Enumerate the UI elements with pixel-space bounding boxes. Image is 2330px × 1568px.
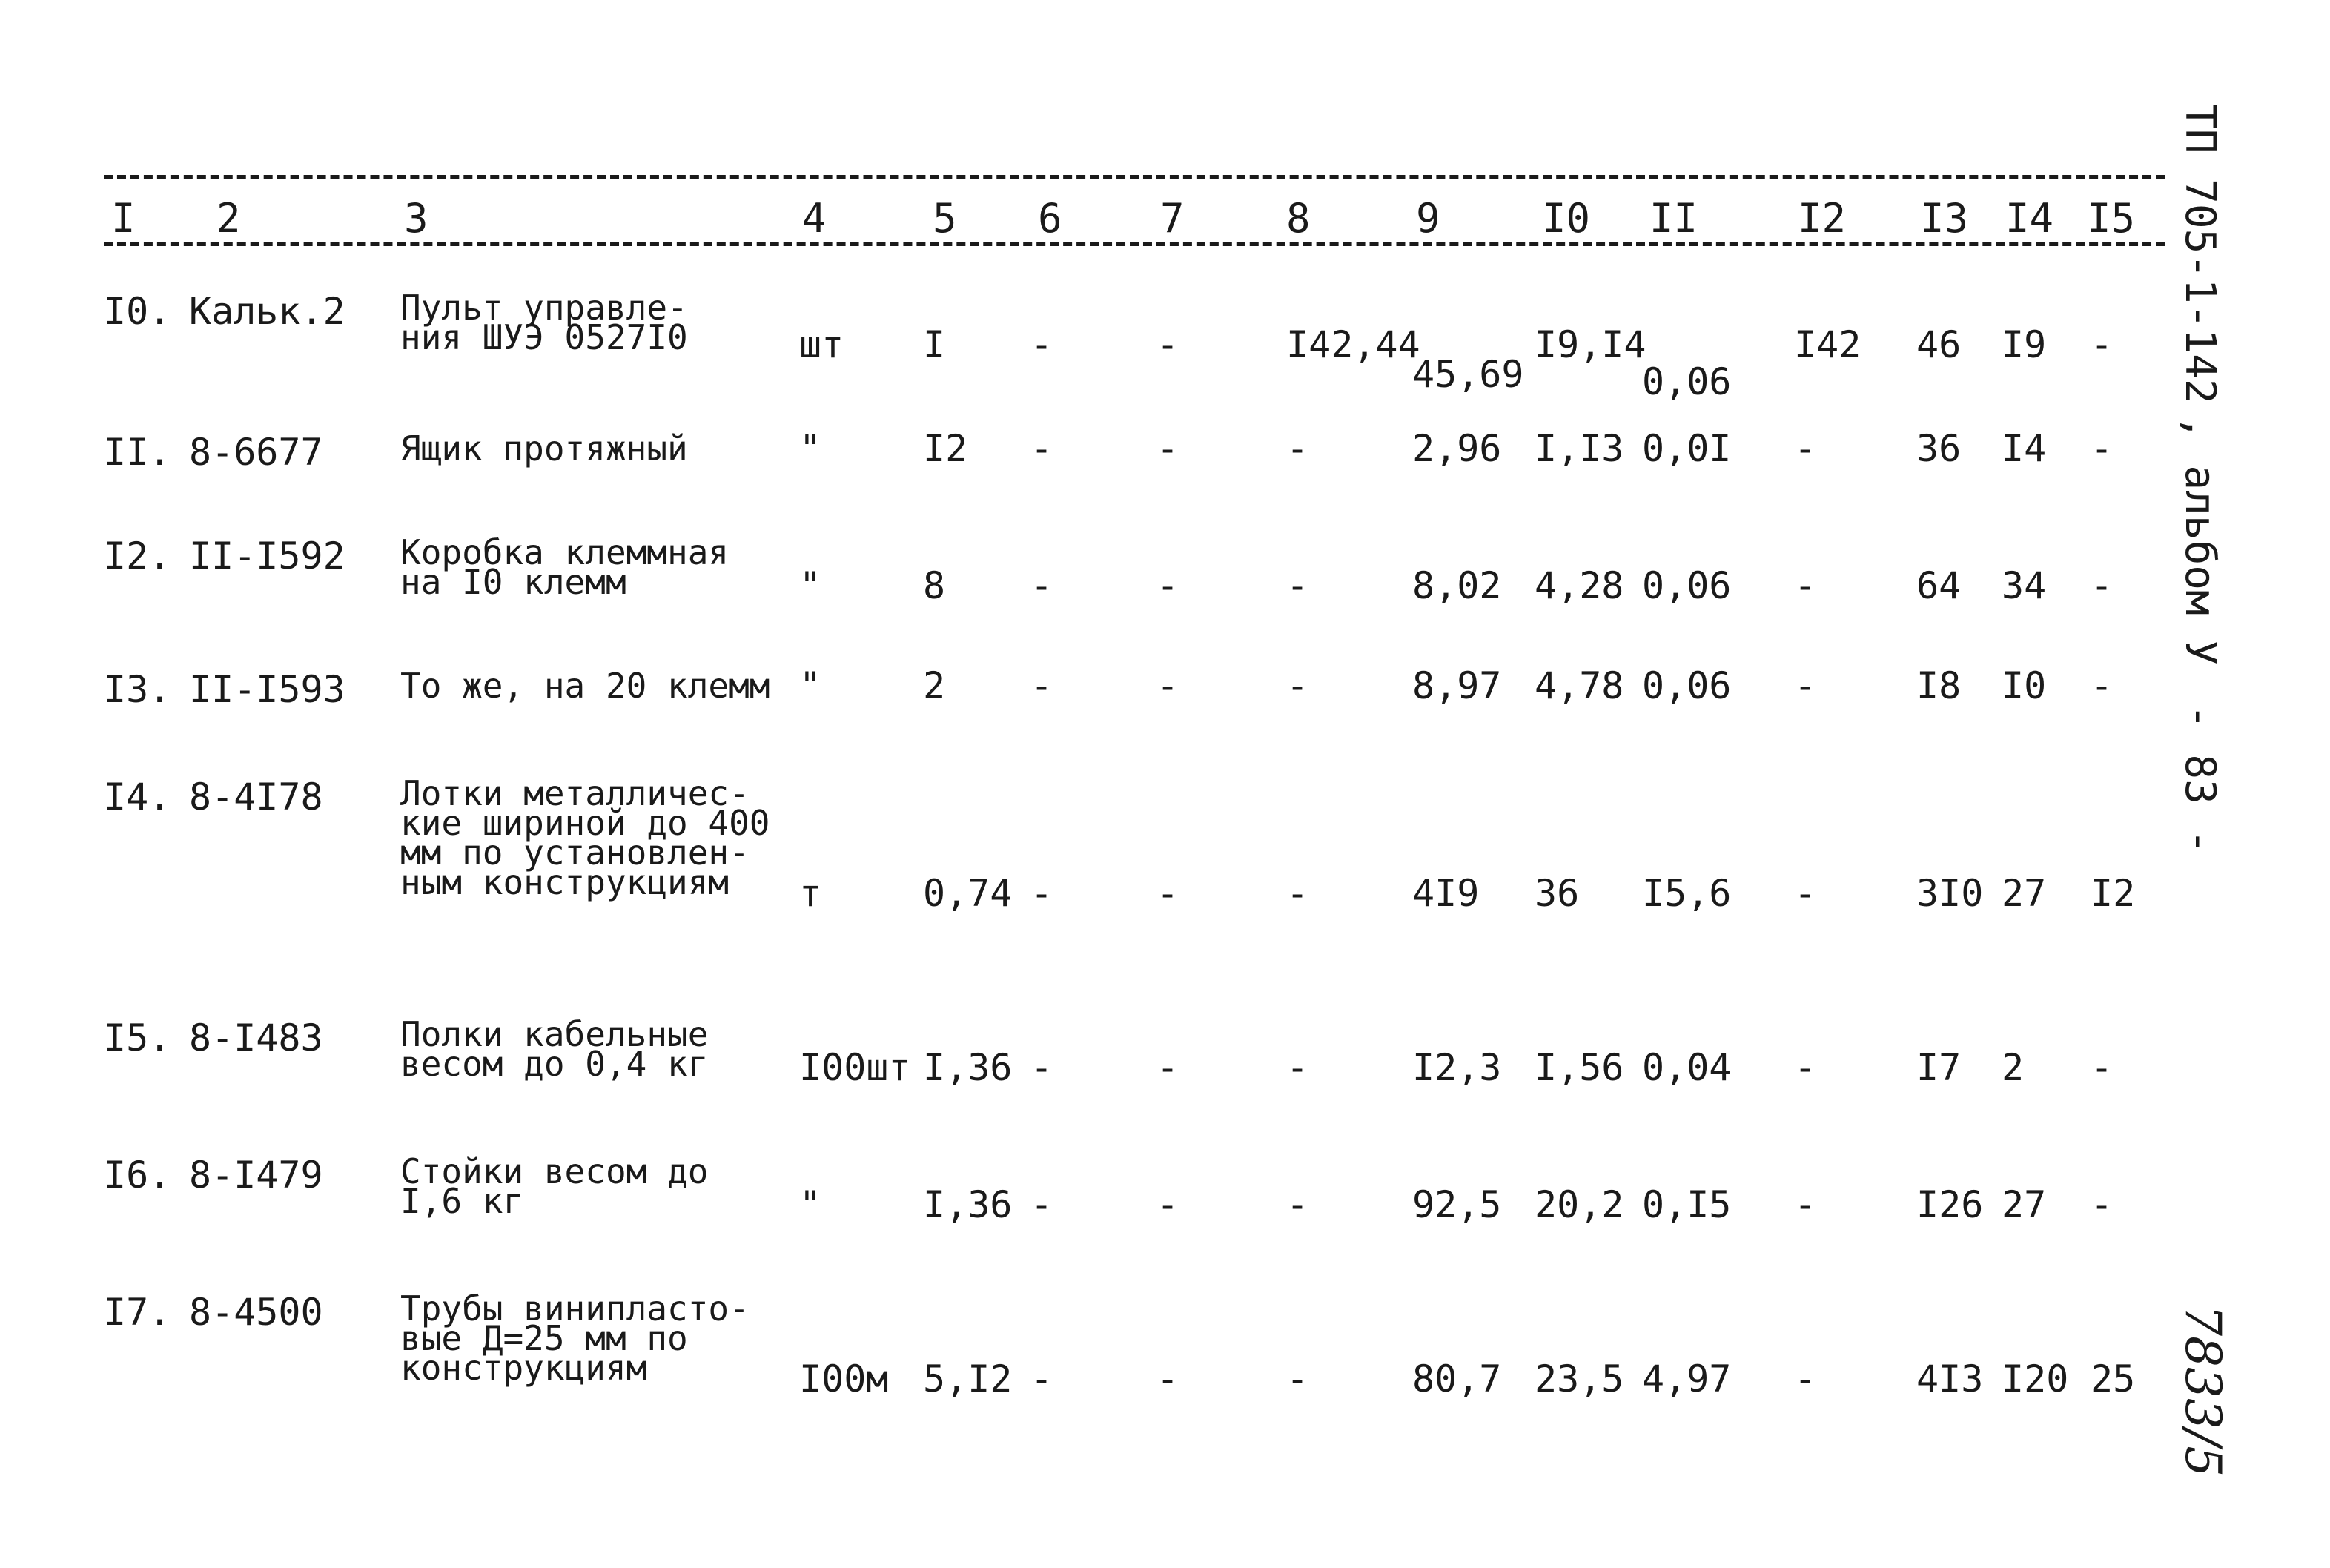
row-code: 8-6677 bbox=[189, 431, 323, 474]
row-value-qty: I,36 bbox=[923, 1046, 1013, 1089]
row-code: Кальк.2 bbox=[189, 290, 345, 333]
handwritten-number: 7833/5 bbox=[2174, 1305, 2231, 1478]
column-header: 7 bbox=[1160, 195, 1185, 242]
row-value-c10: 36 bbox=[1535, 872, 1580, 915]
row-value-c12: - bbox=[1794, 427, 1817, 470]
row-value-c14: 27 bbox=[2002, 1183, 2047, 1226]
column-header: II bbox=[1649, 195, 1698, 242]
row-value-c8: - bbox=[1286, 872, 1309, 915]
row-code: 8-4500 bbox=[189, 1291, 323, 1334]
row-value-c11: 0,04 bbox=[1642, 1046, 1732, 1089]
row-value-c13: 46 bbox=[1916, 323, 1962, 366]
row-value-c15: - bbox=[2091, 564, 2114, 607]
row-value-c11: 0,06 bbox=[1642, 360, 1732, 403]
row-value-c12: - bbox=[1794, 564, 1817, 607]
row-name: Пульт управле- ния ШУЭ 0527I0 bbox=[400, 288, 688, 357]
row-value-qty: I,36 bbox=[923, 1183, 1013, 1226]
row-value-c14: 27 bbox=[2002, 872, 2047, 915]
row-value-c14: I9 bbox=[2002, 323, 2047, 366]
row-value-c6: - bbox=[1030, 1357, 1053, 1400]
row-value-c6: - bbox=[1030, 564, 1053, 607]
row-value-c7: - bbox=[1156, 1046, 1179, 1089]
row-number: I4. bbox=[104, 775, 171, 818]
row-value-c11: 4,97 bbox=[1642, 1357, 1732, 1400]
row-code: II-I592 bbox=[189, 535, 345, 578]
row-value-c7: - bbox=[1156, 872, 1179, 915]
row-code: II-I593 bbox=[189, 668, 345, 711]
row-value-c6: - bbox=[1030, 1046, 1053, 1089]
row-name: Коробка клеммная на I0 клемм bbox=[400, 532, 729, 602]
row-value-c13: 36 bbox=[1916, 427, 1962, 470]
row-value-c11: 0,0I bbox=[1642, 427, 1732, 470]
row-value-c7: - bbox=[1156, 1357, 1179, 1400]
row-value-c9: 8,97 bbox=[1412, 664, 1502, 707]
row-value-c8: - bbox=[1286, 1183, 1309, 1226]
row-value-c14: I20 bbox=[2002, 1357, 2069, 1400]
row-number: I5. bbox=[104, 1016, 171, 1059]
row-value-c11: 0,I5 bbox=[1642, 1183, 1732, 1226]
row-value-c15: - bbox=[2091, 1183, 2114, 1226]
row-value-c10: 20,2 bbox=[1535, 1183, 1624, 1226]
row-value-c10: I,I3 bbox=[1535, 427, 1624, 470]
row-value-unit: " bbox=[799, 664, 822, 707]
row-value-unit: шт bbox=[799, 323, 844, 366]
column-header: 8 bbox=[1286, 195, 1311, 242]
row-name: Стойки весом до I,6 кг bbox=[400, 1151, 709, 1221]
row-value-unit: " bbox=[799, 427, 822, 470]
column-header: 3 bbox=[404, 195, 428, 242]
row-value-unit: I00шт bbox=[799, 1046, 911, 1089]
row-value-unit: т bbox=[799, 872, 822, 915]
row-value-qty: 5,I2 bbox=[923, 1357, 1013, 1400]
row-value-c8: - bbox=[1286, 564, 1309, 607]
row-value-c11: I5,6 bbox=[1642, 872, 1732, 915]
row-value-c15: 25 bbox=[2091, 1357, 2136, 1400]
row-name: Полки кабельные весом до 0,4 кг bbox=[400, 1014, 709, 1084]
row-value-c7: - bbox=[1156, 323, 1179, 366]
row-value-qty: I bbox=[923, 323, 946, 366]
row-value-c12: - bbox=[1794, 1046, 1817, 1089]
row-code: 8-I483 bbox=[189, 1016, 323, 1059]
column-header: I bbox=[111, 195, 136, 242]
row-name: Ящик протяжный bbox=[400, 429, 688, 469]
row-value-c13: I7 bbox=[1916, 1046, 1962, 1089]
row-value-c15: - bbox=[2091, 427, 2114, 470]
row-code: 8-I479 bbox=[189, 1154, 323, 1197]
row-value-c13: I8 bbox=[1916, 664, 1962, 707]
row-number: I7. bbox=[104, 1291, 171, 1334]
row-value-c13: I26 bbox=[1916, 1183, 1984, 1226]
row-value-qty: 2 bbox=[923, 664, 946, 707]
row-value-c13: 4I3 bbox=[1916, 1357, 1984, 1400]
row-number: I6. bbox=[104, 1154, 171, 1197]
row-value-c10: 4,78 bbox=[1535, 664, 1624, 707]
row-value-unit: I00м bbox=[799, 1357, 889, 1400]
row-value-c14: I0 bbox=[2002, 664, 2047, 707]
row-value-c12: - bbox=[1794, 664, 1817, 707]
side-doc-number: ТП 705-1-142 bbox=[2176, 104, 2224, 404]
row-number: I2. bbox=[104, 535, 171, 578]
row-value-c12: - bbox=[1794, 1357, 1817, 1400]
row-value-c14: I4 bbox=[2002, 427, 2047, 470]
row-value-c6: - bbox=[1030, 664, 1053, 707]
row-value-qty: 8 bbox=[923, 564, 946, 607]
row-value-c15: I2 bbox=[2091, 872, 2136, 915]
row-name: Трубы винипласто- вые Д=25 мм по конструкциям bbox=[400, 1289, 749, 1388]
row-value-c8: - bbox=[1286, 427, 1309, 470]
row-value-c12: - bbox=[1794, 1183, 1817, 1226]
row-value-unit: " bbox=[799, 1183, 822, 1226]
row-number: II. bbox=[104, 431, 171, 474]
column-header: I0 bbox=[1542, 195, 1591, 242]
column-header: I4 bbox=[2005, 195, 2054, 242]
row-value-c13: 64 bbox=[1916, 564, 1962, 607]
row-value-c9: 92,5 bbox=[1412, 1183, 1502, 1226]
row-number: I3. bbox=[104, 668, 171, 711]
row-value-c14: 2 bbox=[2002, 1046, 2025, 1089]
column-header: 4 bbox=[802, 195, 827, 242]
row-value-c10: I,56 bbox=[1535, 1046, 1624, 1089]
row-value-c6: - bbox=[1030, 427, 1053, 470]
row-value-c6: - bbox=[1030, 323, 1053, 366]
row-value-c9: 8,02 bbox=[1412, 564, 1502, 607]
row-value-c11: 0,06 bbox=[1642, 664, 1732, 707]
column-header: 6 bbox=[1038, 195, 1062, 242]
column-header: 9 bbox=[1416, 195, 1440, 242]
row-value-c12: I42 bbox=[1794, 323, 1861, 366]
side-album: , альбом У bbox=[2176, 415, 2224, 666]
row-value-c15: - bbox=[2091, 664, 2114, 707]
header-top-rule bbox=[104, 175, 2165, 179]
row-value-c7: - bbox=[1156, 664, 1179, 707]
row-value-c6: - bbox=[1030, 872, 1053, 915]
column-header: I2 bbox=[1798, 195, 1847, 242]
column-header: I3 bbox=[1920, 195, 1969, 242]
row-value-c15: - bbox=[2091, 323, 2114, 366]
row-value-c8: - bbox=[1286, 1357, 1309, 1400]
row-value-qty: 0,74 bbox=[923, 872, 1013, 915]
row-value-unit: " bbox=[799, 564, 822, 607]
row-code: 8-4I78 bbox=[189, 775, 323, 818]
row-name: То же, на 20 клемм bbox=[400, 666, 770, 706]
row-value-c6: - bbox=[1030, 1183, 1053, 1226]
side-page-number: - 83 - bbox=[2176, 704, 2224, 855]
row-value-c7: - bbox=[1156, 564, 1179, 607]
column-header: 5 bbox=[933, 195, 957, 242]
row-value-c8: - bbox=[1286, 1046, 1309, 1089]
row-value-c13: 3I0 bbox=[1916, 872, 1984, 915]
row-value-c11: 0,06 bbox=[1642, 564, 1732, 607]
column-header: I5 bbox=[2087, 195, 2136, 242]
column-header: 2 bbox=[216, 195, 241, 242]
row-value-c9: 45,69 bbox=[1412, 353, 1524, 396]
row-value-qty: I2 bbox=[923, 427, 968, 470]
row-value-c15: - bbox=[2091, 1046, 2114, 1089]
row-value-c9: 80,7 bbox=[1412, 1357, 1502, 1400]
row-name: Лотки металличес- кие шириной до 400 мм по установлен- ным конструкциям bbox=[400, 773, 770, 902]
row-number: I0. bbox=[104, 290, 171, 333]
row-value-c8: I42,44 bbox=[1286, 323, 1420, 366]
header-bottom-rule bbox=[104, 242, 2165, 246]
row-value-c7: - bbox=[1156, 1183, 1179, 1226]
row-value-c10: I9,I4 bbox=[1535, 323, 1646, 366]
row-value-c8: - bbox=[1286, 664, 1309, 707]
row-value-c9: 4I9 bbox=[1412, 872, 1480, 915]
row-value-c10: 4,28 bbox=[1535, 564, 1624, 607]
row-value-c9: 2,96 bbox=[1412, 427, 1502, 470]
row-value-c9: I2,3 bbox=[1412, 1046, 1502, 1089]
row-value-c12: - bbox=[1794, 872, 1817, 915]
row-value-c10: 23,5 bbox=[1535, 1357, 1624, 1400]
row-value-c7: - bbox=[1156, 427, 1179, 470]
row-value-c14: 34 bbox=[2002, 564, 2047, 607]
